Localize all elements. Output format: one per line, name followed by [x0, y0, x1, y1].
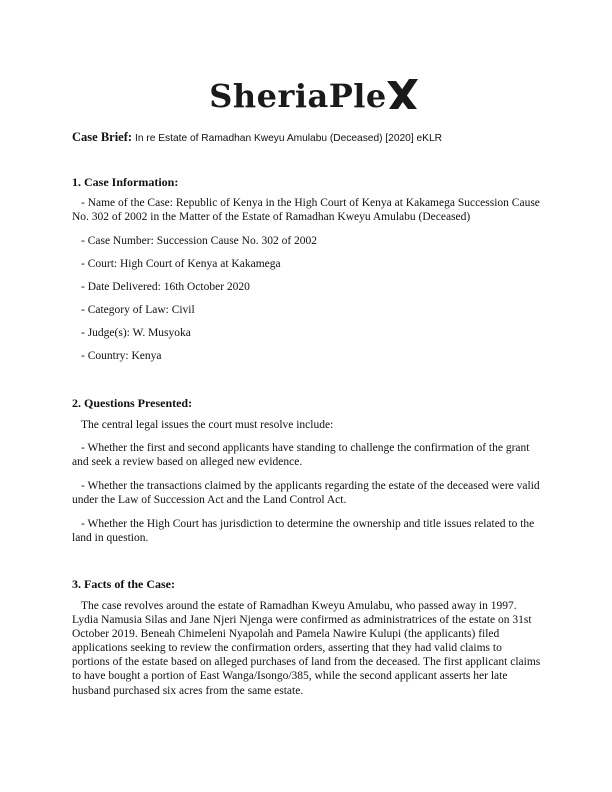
question-item-standing: - Whether the first and second applicants have standing to challenge the confirmation of the grant and seek a review based on alleged new evidence. [72, 442, 530, 469]
question-item-jurisdiction: - Whether the High Court has jurisdiction to determine the ownership and title issues related to the land in question. [72, 518, 535, 545]
questions-intro: The central legal issues the court must resolve include: [81, 419, 334, 431]
question-item-transactions: - Whether the transactions claimed by the applicants regarding the estate of the deceased were valid under the Law of Succession Act and the Land Control Act. [72, 480, 540, 507]
info-item-country: - Country: Kenya [81, 350, 162, 362]
info-item-date: - Date Delivered: 16th October 2020 [81, 281, 250, 293]
case-brief-label: Case Brief: [72, 130, 133, 144]
x-mark-icon [385, 78, 419, 112]
info-item-judges: - Judge(s): W. Musyoka [81, 327, 191, 339]
facts-paragraph: The case revolves around the estate of Ramadhan Kweyu Amulabu, who passed away in 1997. Lydia Namusia Silas and Jane Njeri Njenga were confirmed as administratrices of the estate on 31st October 2019. Beneah Chimeleni Nyapolah and Pamela Nawire Kulupi (the applicants) filed applications seeking to review the confirmation orders, asserting that they had valid claims to portions of the estate based on alleged purchases of land from the deceased. The first applicant claims to have bought a portion of East Wanga/Isongo/385, while the second applicant asserts her late husband purchased six acres from the same estate. [72, 600, 541, 697]
section-heading-questions: 2. Questions Presented: [72, 396, 193, 410]
info-item-category: - Category of Law: Civil [81, 304, 195, 316]
info-item-court: - Court: High Court of Kenya at Kakamega [81, 258, 281, 270]
logo [0, 78, 612, 122]
case-brief-title: In re Estate of Ramadhan Kweyu Amulabu (Deceased) [2020] eKLR [135, 133, 442, 144]
info-item-name: - Name of the Case: Republic of Kenya in the High Court of Kenya at Kakamega Succession Cause No. 302 of 2002 in the Matter of the Estate of Ramadhan Kweyu Amulabu (Deceased) [72, 197, 540, 224]
section-heading-case-information: 1. Case Information: [72, 175, 179, 189]
case-brief-line [72, 130, 552, 145]
section-heading-facts: 3. Facts of the Case: [72, 577, 175, 591]
info-item-case-number: - Case Number: Succession Cause No. 302 of 2002 [81, 235, 318, 247]
logo-wordmark: SheriaPle [209, 77, 387, 115]
